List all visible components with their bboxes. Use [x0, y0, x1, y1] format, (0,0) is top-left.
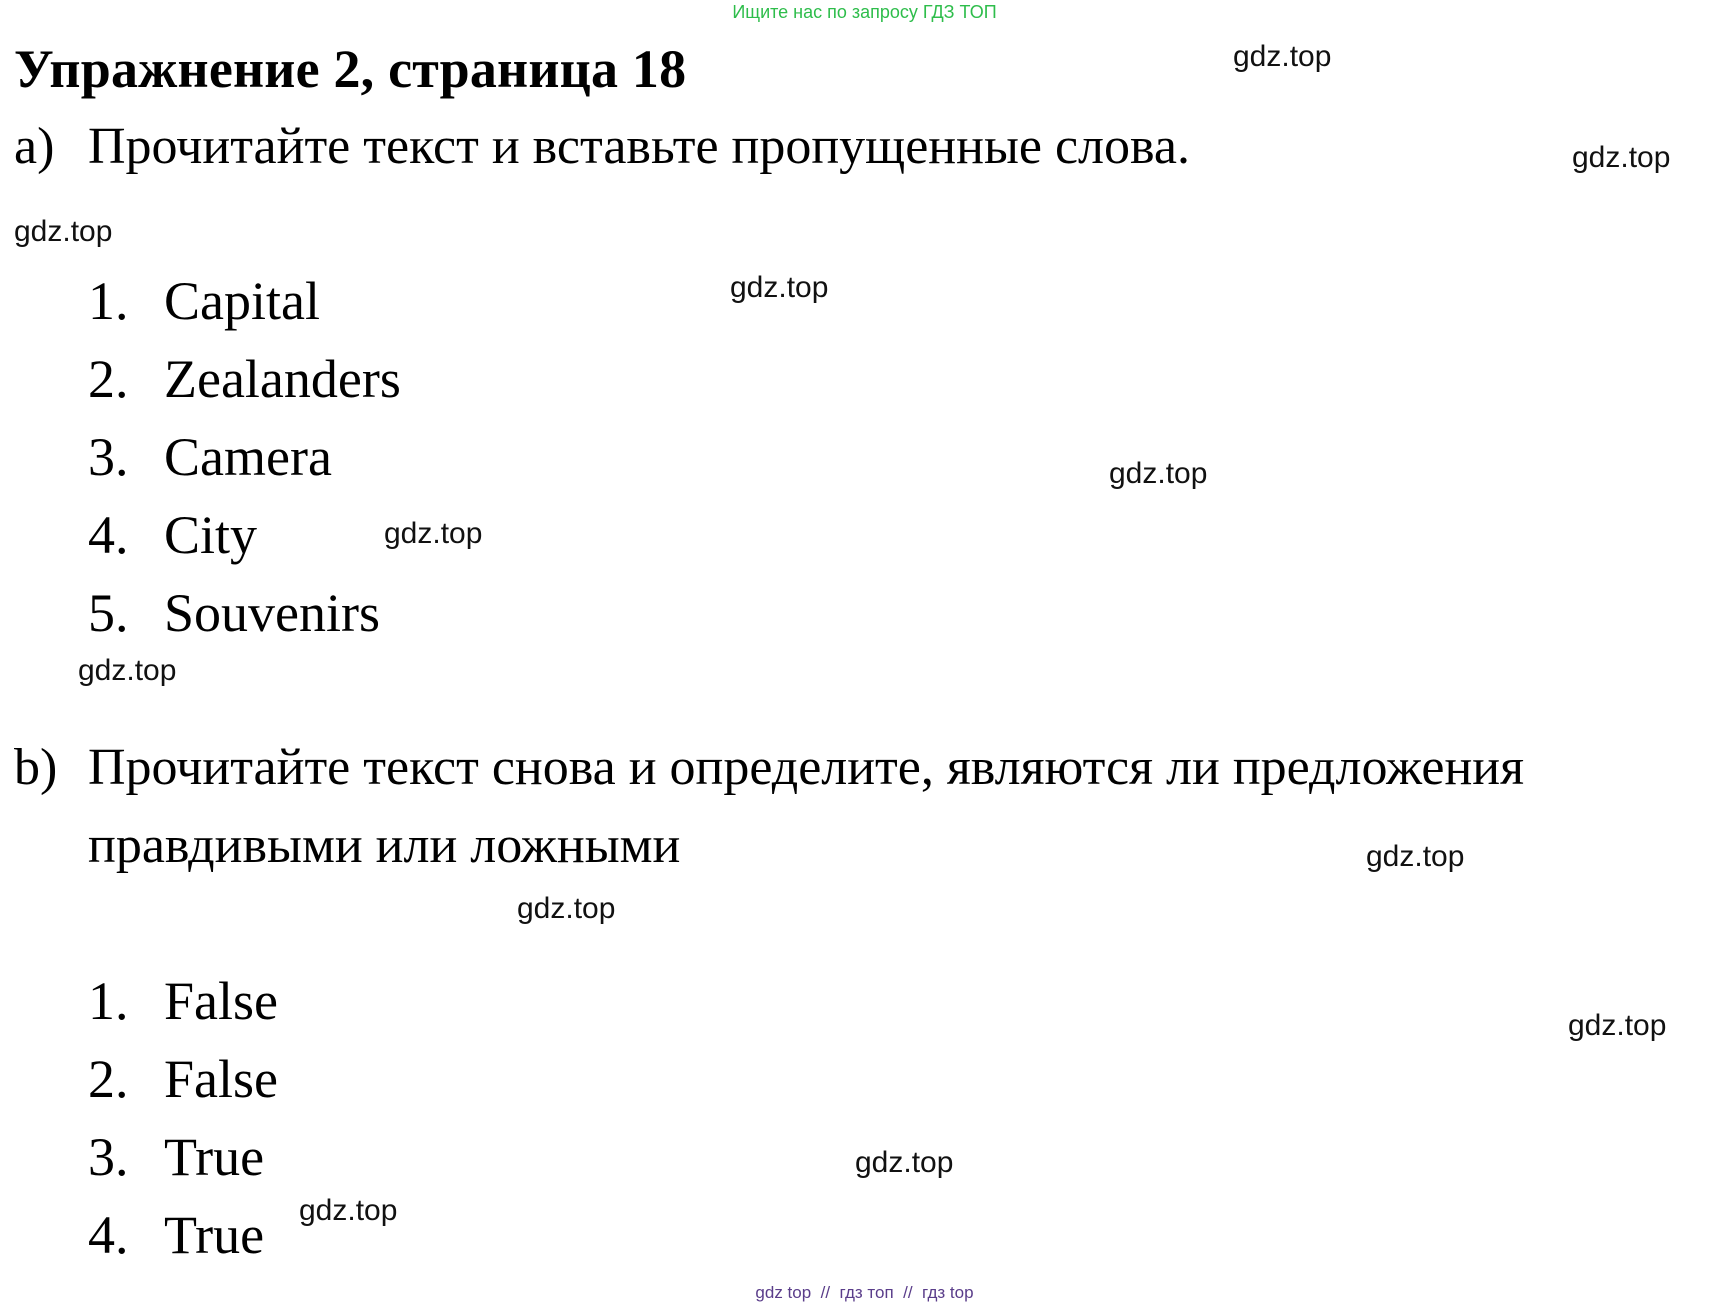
list-item-number: 2. — [88, 349, 129, 409]
footer-right: гдз top — [922, 1283, 974, 1302]
section-b-letter: b) — [14, 739, 58, 796]
list-item — [88, 1048, 278, 1110]
watermark: gdz.top — [299, 1194, 398, 1227]
list-item — [88, 1126, 264, 1188]
watermark: gdz.top — [14, 215, 113, 248]
watermark: gdz.top — [730, 271, 829, 304]
page-title: Упражнение 2, страница 18 — [14, 39, 687, 99]
list-item — [88, 582, 380, 644]
section-b-instruction-line2: правдивыми или ложными — [88, 817, 681, 874]
list-item — [88, 504, 257, 566]
watermark: gdz.top — [1366, 840, 1465, 873]
footer-separator: // — [903, 1283, 913, 1302]
footer-left: gdz top — [755, 1283, 812, 1302]
footer-separator: // — [820, 1283, 831, 1302]
section-a-instruction: Прочитайте текст и вставьте пропущенные слова. — [88, 118, 1190, 175]
list-item — [88, 970, 278, 1032]
list-item-text: Souvenirs — [164, 583, 380, 643]
list-item — [88, 1204, 264, 1266]
list-item-text: False — [164, 1049, 278, 1109]
list-item-text: City — [164, 505, 258, 565]
section-a-letter: a) — [14, 118, 55, 175]
watermark: gdz.top — [1233, 40, 1332, 73]
list-item-text: Capital — [164, 271, 320, 331]
list-item-text: False — [164, 971, 278, 1031]
watermark: gdz.top — [855, 1146, 954, 1179]
section-b-heading — [14, 738, 1524, 797]
list-item-number: 4. — [88, 505, 129, 565]
footer — [0, 1283, 1729, 1303]
list-item-number: 2. — [88, 1049, 129, 1109]
list-item-number: 3. — [88, 1127, 129, 1187]
watermark: gdz.top — [1572, 141, 1671, 174]
list-item-text: Camera — [164, 427, 332, 487]
watermark: gdz.top — [1568, 1009, 1667, 1042]
list-item-number: 4. — [88, 1205, 129, 1265]
top-banner: Ищите нас по запросу ГДЗ ТОП — [732, 2, 997, 22]
watermark: gdz.top — [78, 654, 177, 687]
list-item-number: 1. — [88, 271, 129, 331]
section-a-heading — [14, 117, 1190, 176]
section-b-instruction-line1: Прочитайте текст снова и определите, являются ли предложения — [88, 739, 1525, 796]
list-item — [88, 270, 320, 332]
list-item-text: True — [164, 1127, 265, 1187]
list-item-text: True — [164, 1205, 265, 1265]
list-item-number: 5. — [88, 583, 129, 643]
list-item — [88, 348, 401, 410]
watermark: gdz.top — [517, 892, 616, 925]
list-item — [88, 426, 332, 488]
list-item-number: 3. — [88, 427, 129, 487]
watermark: gdz.top — [384, 517, 483, 550]
list-item-text: Zealanders — [164, 349, 401, 409]
watermark: gdz.top — [1109, 457, 1208, 490]
footer-middle: гдз топ — [839, 1283, 894, 1302]
list-item-number: 1. — [88, 971, 129, 1031]
